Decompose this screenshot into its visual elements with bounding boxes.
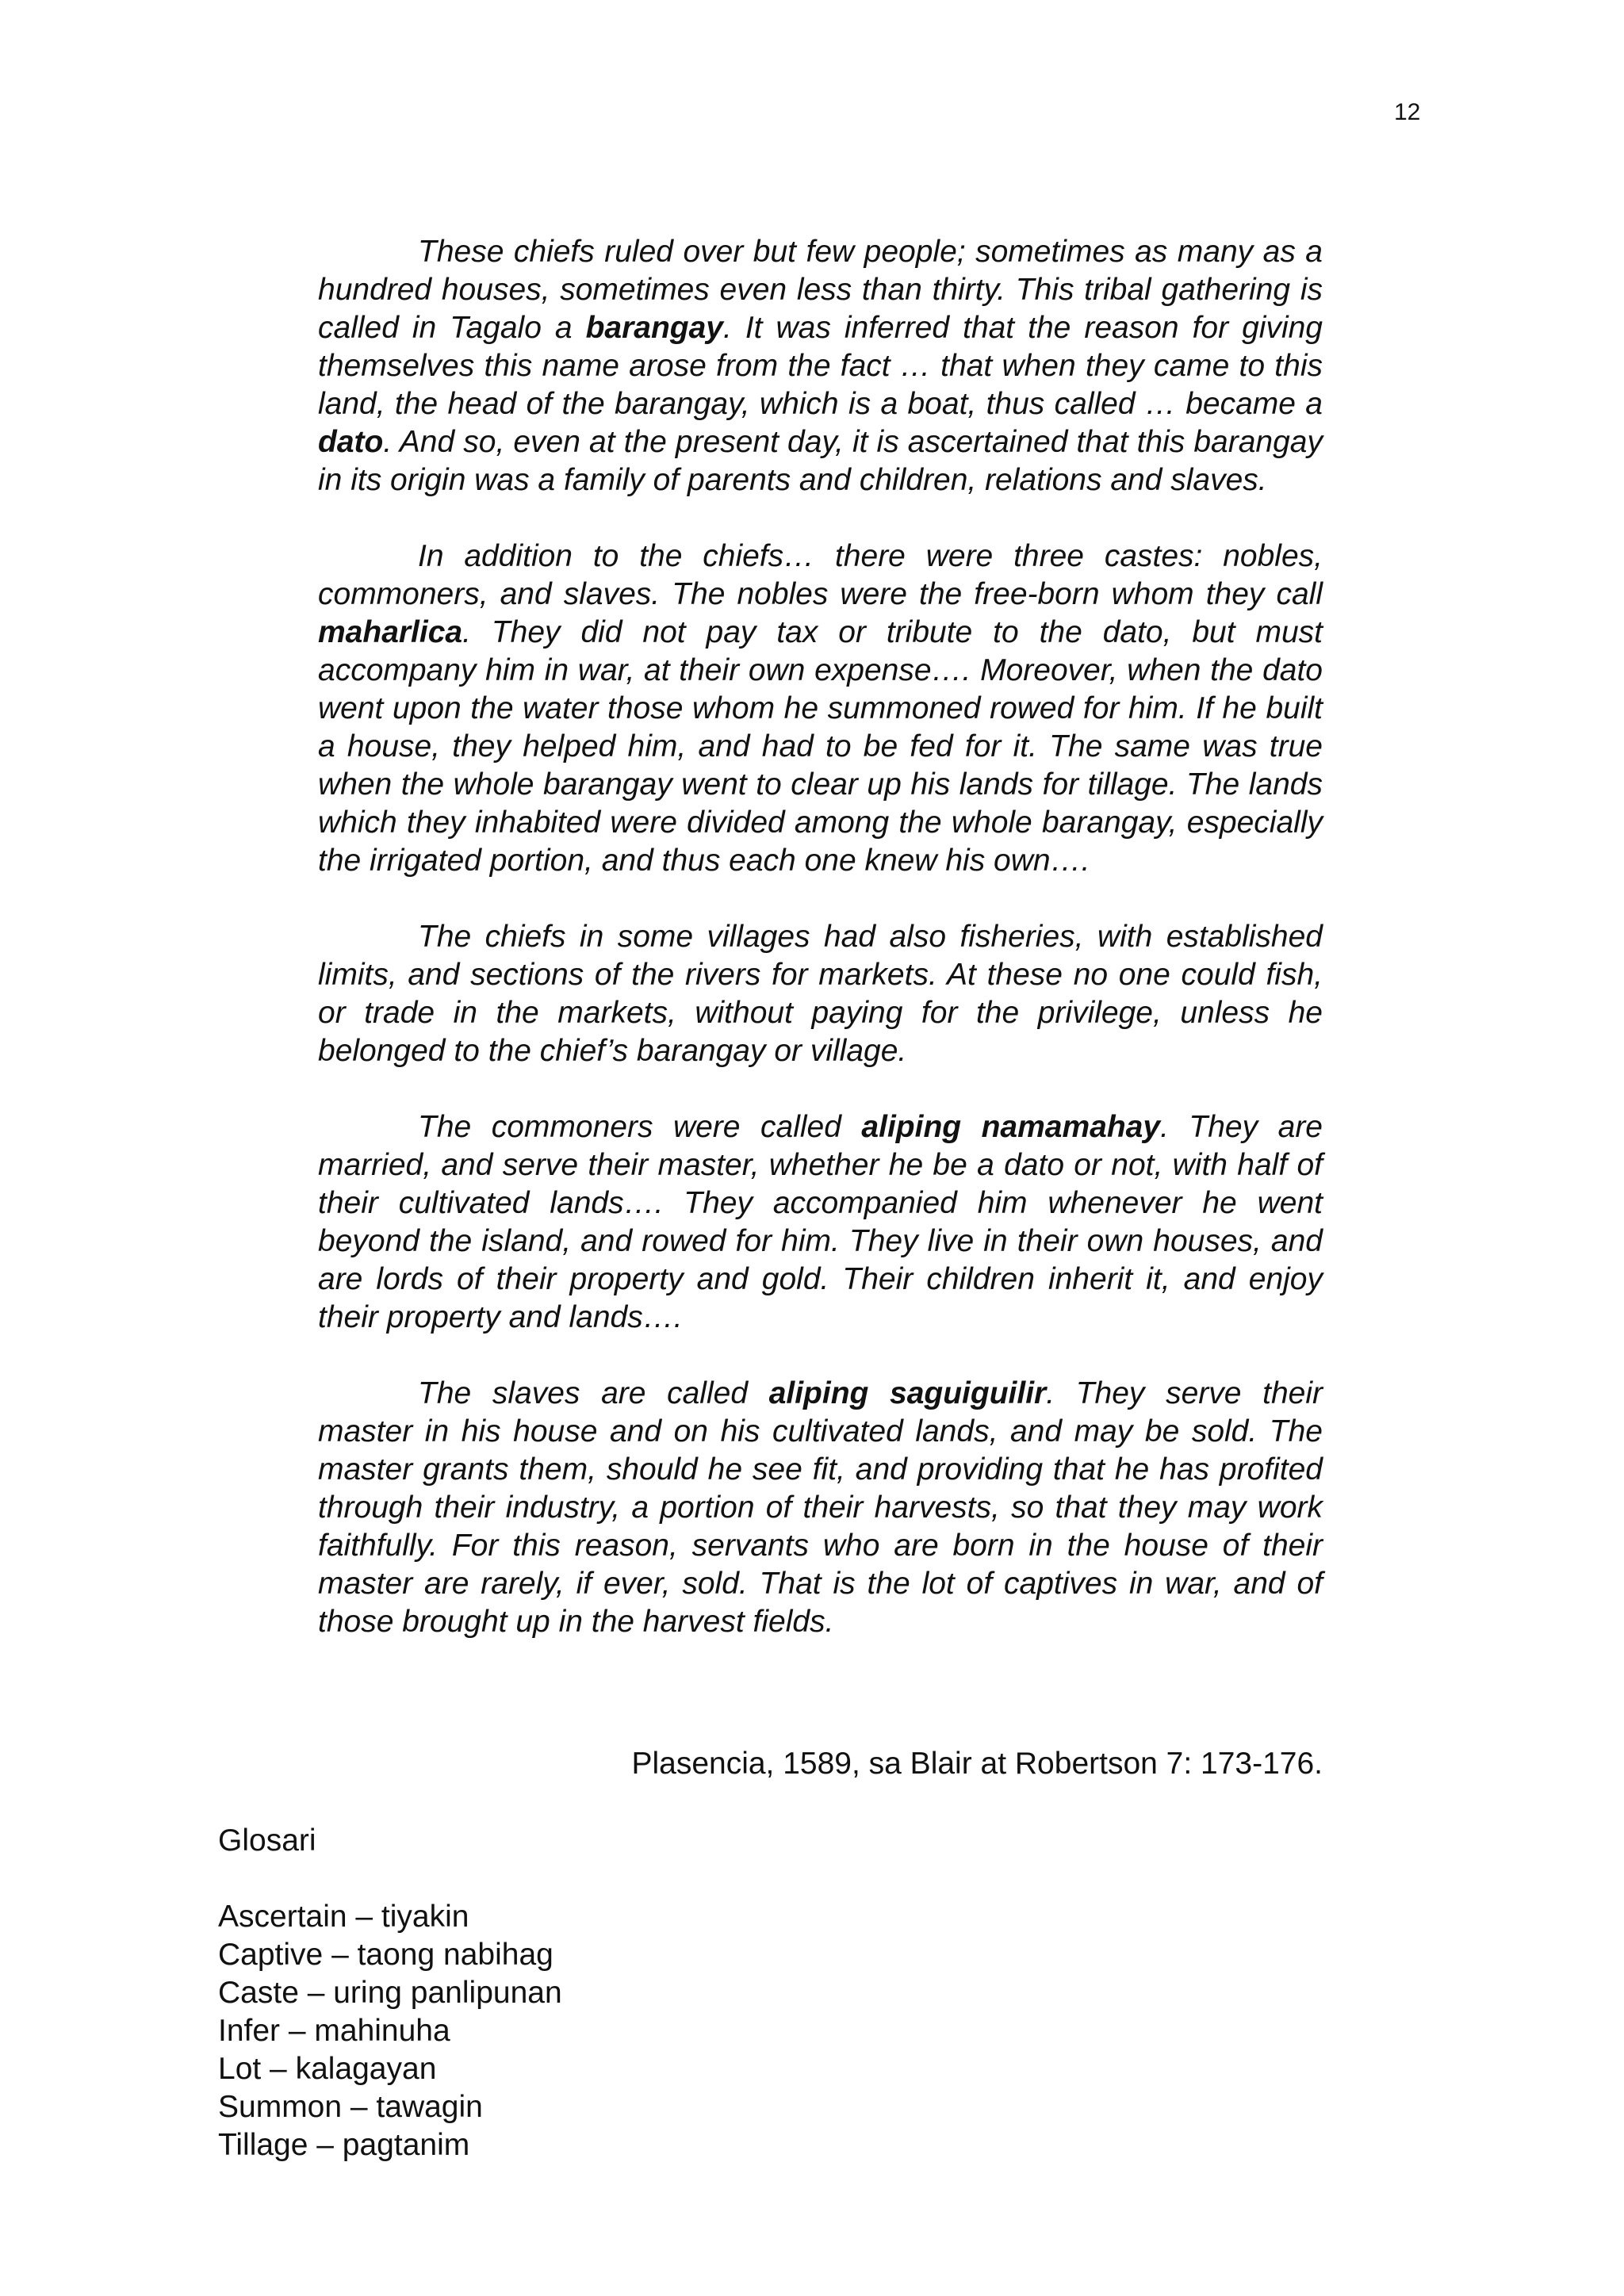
text-run: . It was inferred that the reason for giving themselves this name arose from the fact … that when they came to this land, the head of the barangay, which is a boat, thus called … became a bbox=[318, 311, 1323, 421]
glossary-item: Captive – taong nabihag bbox=[218, 1938, 553, 1972]
quote-paragraph bbox=[318, 538, 1323, 880]
glossary-item: Caste – uring panlipunan bbox=[218, 1976, 562, 2010]
page-number: 12 bbox=[1394, 99, 1421, 125]
text-run: In addition to the chiefs… there were three castes: nobles, commoners, and slaves. The nobles were the free-born whom they call bbox=[318, 539, 1323, 611]
quote-citation: Plasencia, 1589, sa Blair at Robertson 7: 173-176. bbox=[631, 1747, 1323, 1781]
bold-term: aliping saguiguilir bbox=[768, 1376, 1047, 1410]
quote-block bbox=[318, 233, 1323, 1641]
glossary-item: Tillage – pagtanim bbox=[218, 2128, 470, 2162]
text-run: . They are married, and serve their master, whether he be a dato or not, with half of their cultivated lands…. They accompanied him whenever he went beyond the island, and rowed for him. They live in their own houses, and are lords of their property and gold. Their children inherit it, and enjoy their property and lands…. bbox=[318, 1110, 1323, 1334]
quote-paragraph bbox=[318, 233, 1323, 499]
quote-paragraph bbox=[318, 1108, 1323, 1337]
quote-paragraph bbox=[318, 918, 1323, 1070]
glossary-item: Lot – kalagayan bbox=[218, 2052, 437, 2086]
glossary-item: Ascertain – tiyakin bbox=[218, 1900, 469, 1934]
text-run: The slaves are called bbox=[418, 1376, 769, 1410]
glossary-item: Summon – tawagin bbox=[218, 2090, 483, 2124]
bold-term: dato bbox=[318, 425, 384, 459]
text-run: The commoners were called bbox=[418, 1110, 862, 1144]
text-run: . They did not pay tax or tribute to the dato, but must accompany him in war, at their own expense…. Moreover, when the dato went upon the water those whom he summoned rowed for him. If he built a house, they helped him, and had to be fed for it. The same was true when the whole barangay went to clear up his lands for tillage. The lands which they inhabited were divided among the whole barangay, especially the irrigated portion, and thus each one knew his own…. bbox=[318, 615, 1323, 878]
quote-paragraph bbox=[318, 1375, 1323, 1641]
bold-term: barangay bbox=[585, 311, 723, 345]
text-run: . And so, even at the present day, it is ascertained that this barangay in its origin was a family of parents and children, relations and slaves. bbox=[318, 425, 1323, 497]
glossary-item: Infer – mahinuha bbox=[218, 2014, 450, 2048]
glossary-title: Glosari bbox=[218, 1823, 316, 1858]
bold-term: aliping namamahay bbox=[861, 1110, 1161, 1144]
text-run: These chiefs ruled over but few people; sometimes as many as a hundred houses, sometimes even less than thirty. This tribal gathering is called in Tagalo a bbox=[318, 235, 1323, 345]
glossary-list bbox=[218, 1898, 562, 2164]
text-run: The chiefs in some villages had also fisheries, with established limits, and sections of the rivers for markets. At these no one could fish, or trade in the markets, without paying for the privilege, unless he belonged to the chief’s barangay or village. bbox=[318, 920, 1323, 1068]
text-run: . They serve their master in his house and on his cultivated lands, and may be sold. The master grants them, should he see fit, and providing that he has profited through their industry, a portion of their harvests, so that they may work faithfully. For this reason, servants who are born in the house of their master are rarely, if ever, sold. That is the lot of captives in war, and of those brought up in the harvest fields. bbox=[318, 1376, 1323, 1639]
bold-term: maharlica bbox=[318, 615, 463, 649]
